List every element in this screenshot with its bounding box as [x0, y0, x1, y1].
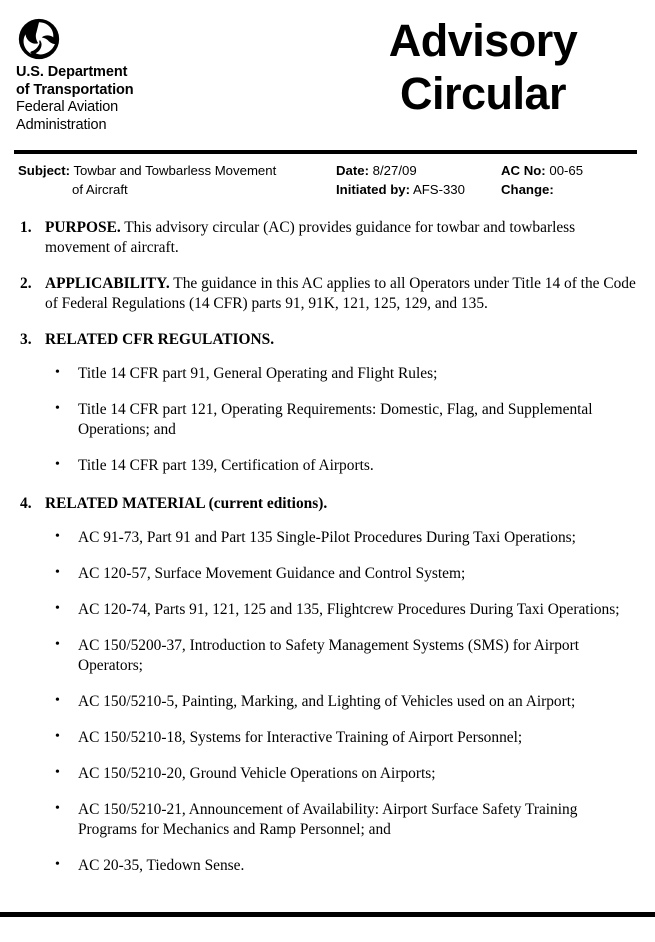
- section-related-cfr-regulations: [20, 330, 641, 350]
- list-item: [55, 528, 627, 548]
- bullet-icon: •: [55, 692, 60, 708]
- list-item-text: AC 20-35, Tiedown Sense.: [78, 857, 245, 875]
- bullet-icon: •: [55, 364, 60, 380]
- cfr-regulations-list: [20, 364, 641, 476]
- list-item: [55, 764, 627, 784]
- section-related-material: [20, 494, 641, 514]
- list-item: [55, 636, 627, 676]
- list-item-text: AC 120-57, Surface Movement Guidance and Control System;: [78, 565, 466, 583]
- bullet-icon: •: [55, 636, 60, 652]
- metadata-initiated-by: [336, 181, 501, 200]
- bullet-icon: •: [55, 600, 60, 616]
- metadata-ac-no: [501, 162, 638, 181]
- agency-identity-block: [16, 18, 246, 135]
- list-item-text: Title 14 CFR part 91, General Operating and Flight Rules;: [78, 365, 438, 383]
- initiated-by-label: Initiated by:: [336, 181, 410, 197]
- metadata-change: [501, 181, 638, 200]
- ac-no-value: 00-65: [549, 163, 584, 178]
- related-material-list: [20, 528, 641, 876]
- list-item: [55, 800, 627, 840]
- agency-line-federal-aviation: Federal Aviation: [16, 99, 119, 116]
- list-item-text: Title 14 CFR part 139, Certification of Airports.: [78, 457, 374, 475]
- ac-no-label: AC No:: [501, 163, 546, 178]
- initiated-by-value: AFS-330: [412, 181, 465, 197]
- section-purpose-body: This advisory circular (AC) provides guidance for towbar and towbarless movement of aircraft.: [45, 219, 576, 257]
- section-related-cfr-number: 3.: [20, 331, 32, 349]
- section-applicability-heading: APPLICABILITY.: [45, 275, 170, 293]
- list-item-text: AC 150/5210-18, Systems for Interactive Training of Airport Personnel;: [78, 729, 523, 747]
- agency-line-administration: Administration: [16, 117, 107, 134]
- masthead: [0, 0, 655, 146]
- list-item-text: Title 14 CFR part 121, Operating Requirements: Domestic, Flag, and Supplemental Operations; and: [78, 401, 593, 439]
- agency-line-transportation: of Transportation: [16, 81, 134, 98]
- agency-line-department: U.S. Department: [16, 64, 128, 80]
- bullet-icon: •: [55, 728, 60, 744]
- list-item: [55, 456, 627, 476]
- list-item: [55, 728, 627, 748]
- list-item-text: AC 150/5210-5, Painting, Marking, and Lighting of Vehicles used on an Airport;: [78, 693, 576, 711]
- document-title-line-1: Advisory: [388, 15, 578, 66]
- metadata-row-primary: [18, 162, 638, 181]
- list-item-text: AC 91-73, Part 91 and Part 135 Single-Pilot Procedures During Taxi Operations;: [78, 529, 576, 547]
- section-purpose: [20, 218, 641, 258]
- bullet-icon: •: [55, 564, 60, 580]
- document-metadata: [18, 162, 638, 199]
- list-item-text: AC 150/5210-21, Announcement of Availability: Airport Surface Safety Training Programs for Mechanics and Ramp Personnel; and: [78, 801, 578, 839]
- list-item: [55, 856, 627, 876]
- list-item-text: AC 150/5210-20, Ground Vehicle Operations on Airports;: [78, 765, 436, 783]
- section-purpose-number: 1.: [20, 219, 32, 236]
- metadata-row-secondary: [18, 181, 638, 200]
- section-purpose-heading: PURPOSE.: [45, 219, 121, 236]
- section-related-material-number: 4.: [20, 495, 32, 513]
- dot-triskelion-seal-icon: [18, 18, 60, 60]
- change-label: Change:: [501, 181, 554, 197]
- bullet-icon: •: [55, 764, 60, 780]
- subject-label: Subject:: [18, 163, 71, 178]
- metadata-subject: [18, 162, 336, 181]
- section-applicability-number: 2.: [20, 275, 32, 293]
- list-item-text: AC 120-74, Parts 91, 121, 125 and 135, Flightcrew Procedures During Taxi Operations;: [78, 601, 620, 619]
- metadata-date: [336, 162, 501, 181]
- section-related-material-heading-suffix: (current editions).: [204, 495, 328, 513]
- list-item: [55, 600, 627, 620]
- agency-name: [16, 64, 246, 135]
- section-related-material-heading: RELATED MATERIAL: [45, 495, 205, 513]
- section-related-cfr-heading: RELATED CFR REGULATIONS.: [45, 331, 275, 349]
- section-applicability-body: The guidance in this AC applies to all Operators under Title 14 of the Code of Federal Regulations (14 CFR) parts 91, 91K, 121, 125, 129, and 135.: [45, 275, 636, 313]
- list-item: [55, 692, 627, 712]
- document-title: [318, 14, 648, 120]
- page-bottom-scan-edge: [0, 912, 655, 917]
- metadata-subject-continuation: [18, 181, 336, 200]
- list-item: [55, 400, 627, 440]
- subject-value-continuation: of Aircraft: [72, 181, 128, 197]
- bullet-icon: •: [55, 856, 60, 872]
- bullet-icon: •: [55, 528, 60, 544]
- document-body: [0, 218, 655, 890]
- body-sections: [0, 218, 655, 876]
- list-item: [55, 364, 627, 384]
- section-applicability: [20, 274, 641, 314]
- date-value: 8/27/09: [372, 163, 417, 178]
- document-title-line-2: Circular: [399, 68, 567, 120]
- subject-value: Towbar and Towbarless Movement: [73, 163, 277, 178]
- list-item-text: AC 150/5200-37, Introduction to Safety Management Systems (SMS) for Airport Operators;: [78, 637, 579, 675]
- bullet-icon: •: [55, 456, 60, 472]
- date-label: Date:: [336, 163, 369, 178]
- header-divider-rule: [14, 150, 637, 154]
- bullet-icon: •: [55, 800, 60, 816]
- bullet-icon: •: [55, 400, 60, 416]
- list-item: [55, 564, 627, 584]
